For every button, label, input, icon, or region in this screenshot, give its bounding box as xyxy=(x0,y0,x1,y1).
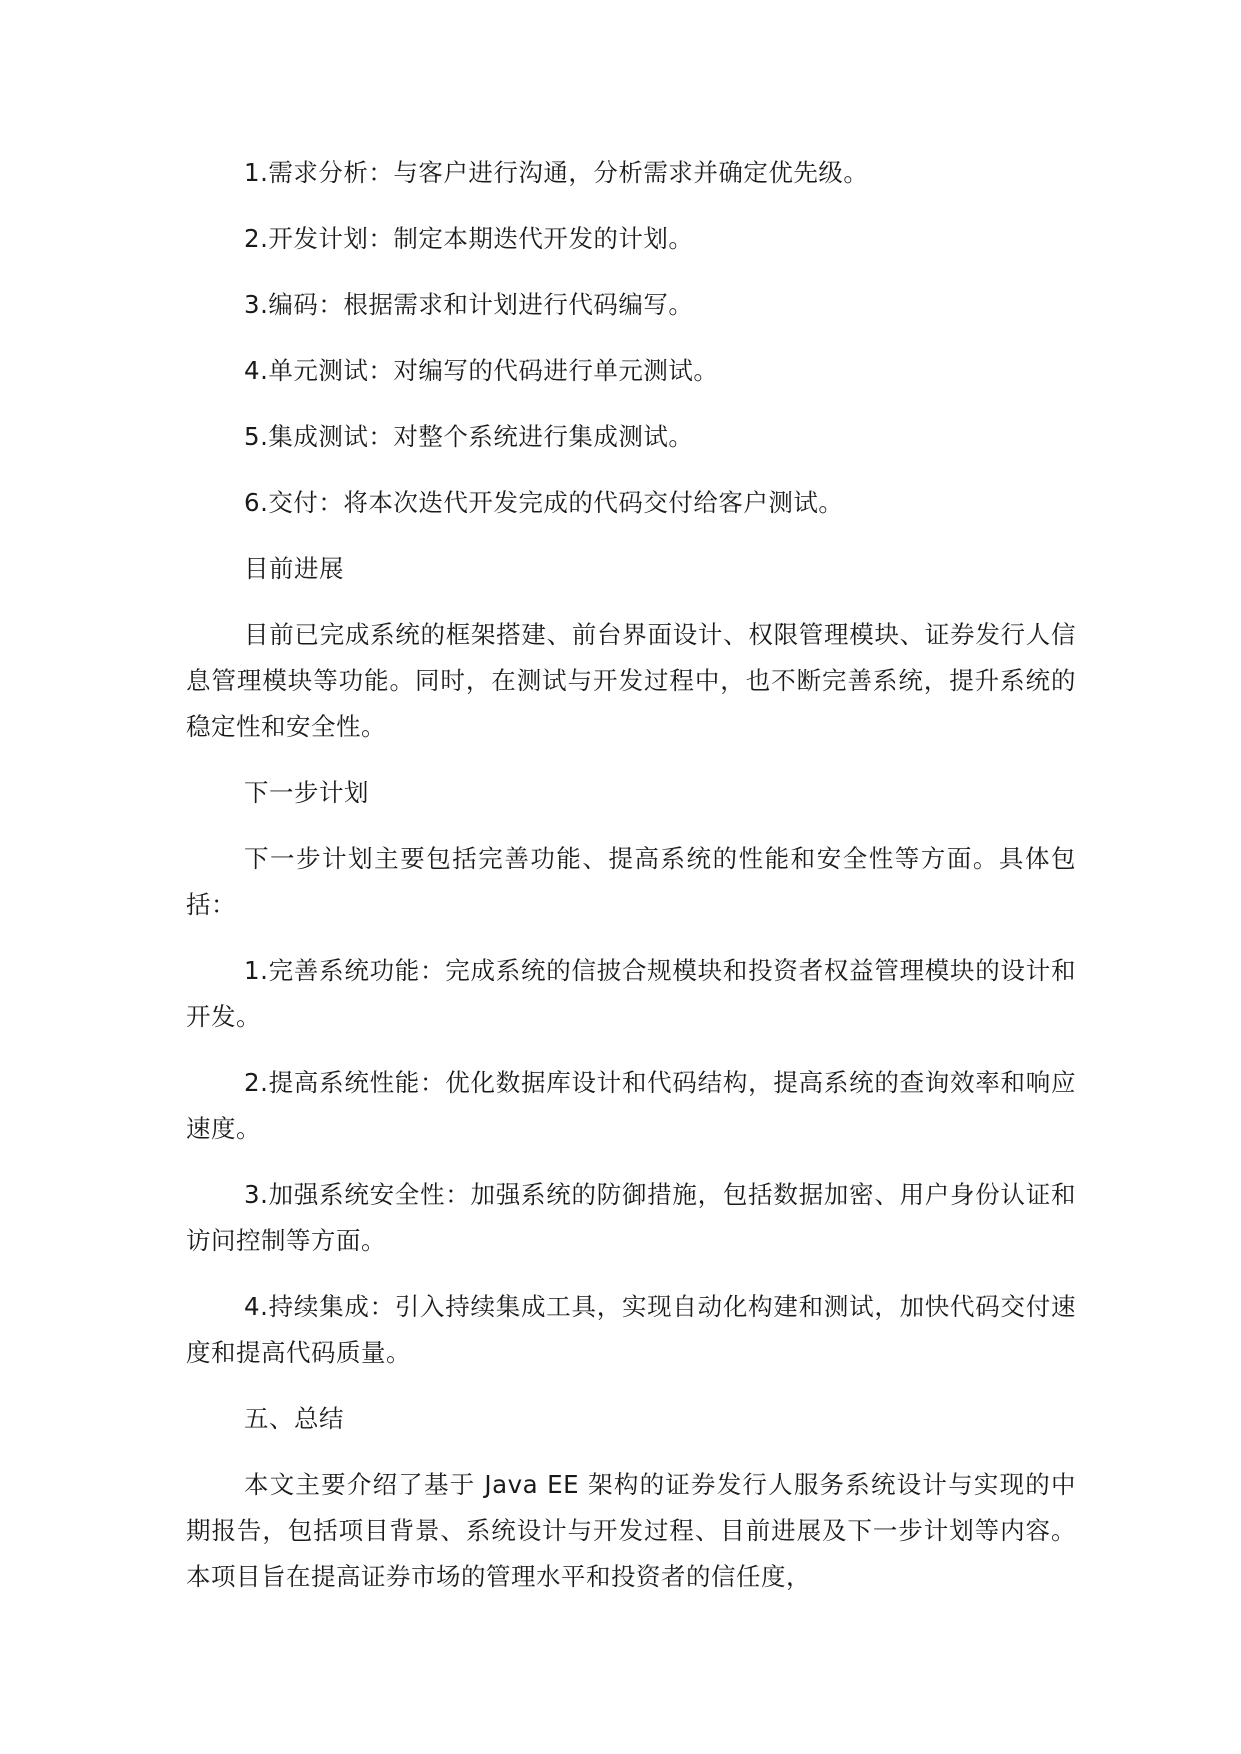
current-progress-paragraph: 目前已完成系统的框架搭建、前台界面设计、权限管理模块、证券发行人信息管理模块等功能。同时，在测试与开发过程中，也不断完善系统，提升系统的稳定性和安全性。 xyxy=(186,620,1076,741)
next-step-improve-functions: 1.完善系统功能：完成系统的信披合规模块和投资者权益管理模块的设计和开发。 xyxy=(186,956,1076,1031)
heading-next-steps: 下一步计划 xyxy=(244,778,369,807)
step-unit-testing: 4.单元测试：对编写的代码进行单元测试。 xyxy=(244,356,719,385)
step-integration-testing: 5.集成测试：对整个系统进行集成测试。 xyxy=(244,422,694,451)
next-step-strengthen-security: 3.加强系统安全性：加强系统的防御措施，包括数据加密、用户身份认证和访问控制等方面。 xyxy=(186,1180,1076,1255)
next-step-improve-performance: 2.提高系统性能：优化数据库设计和代码结构，提高系统的查询效率和响应速度。 xyxy=(186,1068,1076,1143)
heading-current-progress: 目前进展 xyxy=(244,554,344,583)
step-development-plan: 2.开发计划：制定本期迭代开发的计划。 xyxy=(244,224,694,253)
document-body xyxy=(186,150,1076,1600)
next-step-continuous-integration: 4.持续集成：引入持续集成工具，实现自动化构建和测试，加快代码交付速度和提高代码质量。 xyxy=(186,1292,1076,1367)
step-coding: 3.编码：根据需求和计划进行代码编写。 xyxy=(244,290,694,319)
heading-summary: 五、总结 xyxy=(244,1404,344,1433)
next-steps-intro: 下一步计划主要包括完善功能、提高系统的性能和安全性等方面。具体包括： xyxy=(186,844,1076,919)
step-requirements-analysis: 1.需求分析：与客户进行沟通，分析需求并确定优先级。 xyxy=(244,158,869,187)
step-delivery: 6.交付：将本次迭代开发完成的代码交付给客户测试。 xyxy=(244,488,844,517)
summary-paragraph: 本文主要介绍了基于 Java EE 架构的证券发行人服务系统设计与实现的中期报告，包括项目背景、系统设计与开发过程、目前进展及下一步计划等内容。本项目旨在提高证券市场的管理水平和投资者的信任度， xyxy=(186,1470,1076,1591)
